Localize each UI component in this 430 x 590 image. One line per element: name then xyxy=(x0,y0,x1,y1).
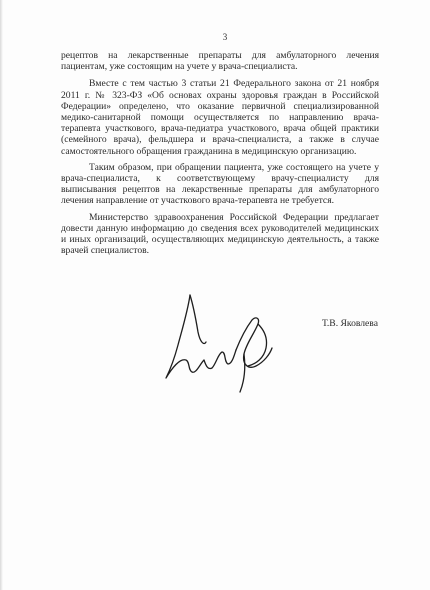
paragraph-ministry-proposal: Министерство здравоохранения Российской Федерации предлагает довести данную информацию до сведения всех руководителей медицинских и иных организаций, осуществляющих медицинскую деятельность, а также врачей специалистов. xyxy=(61,211,379,257)
page-number: 3 xyxy=(222,32,228,42)
scan-edge-shadow xyxy=(0,0,3,590)
paragraph-law-reference: Вместе с тем частью 3 статьи 21 Федерального закона от 21 ноября 2011 г. № 323-ФЗ «Об основах охраны здоровья граждан в Российской Федерации» определено, что оказание первичной специализированной медико-санитарной помощи осуществляется по направлению врача-терапевта участкового, врача-педиатра участкового, врача общей практики (семейного врача), фельдшера и врача-специалиста, а также в случае самостоятельного обращения гражданина в медицинскую организацию. xyxy=(61,78,379,157)
handwritten-signature xyxy=(160,290,280,400)
paragraph-continuation: рецептов на лекарственные препараты для амбулаторного лечения пациентам, уже состоящим на учете у врача-специалиста. xyxy=(61,50,379,73)
paragraph-conclusion: Таким образом, при обращении пациента, уже состоящего на учете у врача-специалиста, к соответствующему врачу-специалисту для выписывания рецептов на лекарственные препараты для амбулаторного лечения направление от участкового врача-терапевта не требуется. xyxy=(61,161,379,207)
signatory-name: Т.В. Яковлева xyxy=(322,318,378,329)
letter-body xyxy=(61,50,379,261)
